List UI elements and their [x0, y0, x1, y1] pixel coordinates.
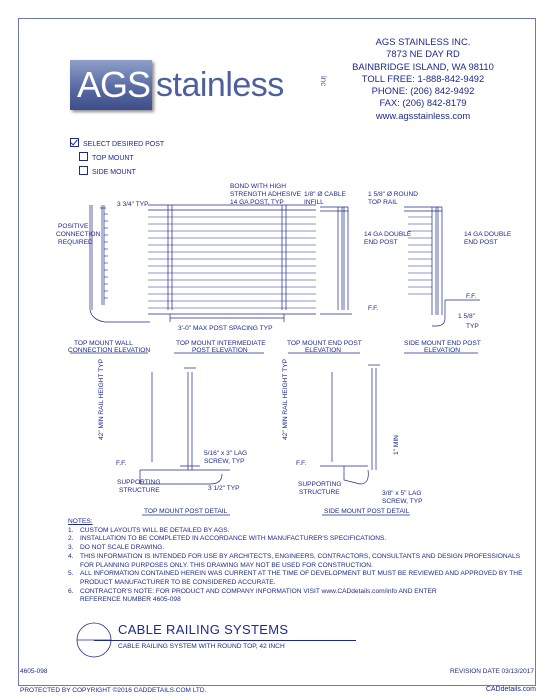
title-main: CABLE RAILING SYSTEMS — [118, 622, 289, 637]
title-circle-icon — [74, 621, 118, 661]
rail-height-label-2: 42" MIN RAIL HEIGHT TYP — [282, 359, 289, 440]
bond-label: BOND WITH HIGH — [230, 183, 287, 190]
revision-date: REVISION DATE 03/13/2017 — [449, 668, 534, 675]
positive-label-3: REQUIRED — [58, 239, 93, 246]
note-item — [68, 544, 528, 553]
wall-connection-elevation — [90, 205, 150, 322]
logo-ags-text: AGS — [77, 64, 151, 105]
note-text: INSTALLATION TO BE COMPLETED IN ACCORDANCE WITH MANUFACTURER'S SPECIFICATIONS. — [80, 535, 387, 543]
positive-label-2: CONNECTION — [56, 231, 101, 238]
note-text: THIS INFORMATION IS INTENDED FOR USE BY ARCHITECTS, ENGINEERS, CONTRACTORS, CONSULTANTS AND DESIGN PROFESSIONALS — [80, 552, 521, 560]
rail-height-label: 42" MIN RAIL HEIGHT TYP — [98, 359, 105, 440]
view-title-3a: TOP MOUNT END POST — [287, 340, 362, 347]
company-fax: FAX: (206) 842-8179 — [379, 97, 467, 109]
view-title-2a: TOP MOUNT INTERMEDIATE — [176, 340, 266, 347]
note-item — [68, 553, 528, 562]
view-title-2b: POST ELEVATION — [192, 347, 248, 354]
copyright-text: PROTECTED BY COPYRIGHT ©2016 CADDETAILS.COM LTD. — [20, 687, 207, 694]
note-item — [68, 596, 528, 605]
note-text: CONTRACTOR'S NOTE: FOR PRODUCT AND COMPANY INFORMATION VISIT www.CADdetails.com/info AND ENTER — [80, 587, 437, 595]
side-mount-post-detail — [320, 365, 380, 484]
typ-312-label: 3 1/2" TYP — [208, 485, 240, 492]
ga-post-label: 14 GA POST, TYP — [230, 199, 284, 206]
logo-inc-text: inc — [319, 76, 328, 87]
bond-label-2: STRENGTH ADHESIVE — [230, 191, 302, 198]
view-title-3b: ELEVATION — [305, 347, 342, 354]
wall-cable-ticks — [104, 214, 108, 298]
title-block — [74, 621, 364, 661]
lag-label-3: 3/8" x 5" LAG — [382, 490, 422, 497]
typ-334-label: 3 3/4" TYP — [117, 201, 149, 208]
view-title-5: TOP MOUNT POST DETAIL — [144, 508, 228, 515]
end-post-elevation — [320, 207, 352, 314]
lag-label-2: SCREW, TYP — [204, 458, 245, 465]
company-city: BAINBRIDGE ISLAND, WA 98110 — [352, 60, 494, 72]
dim-158-label: 1 5/8" — [458, 313, 476, 320]
note-text: CUSTOM LAYOUTS WILL BE DETAILED BY AGS. — [80, 526, 230, 534]
top-mount-label: TOP MOUNT — [92, 155, 134, 162]
note-text: FOR PLANNING PURPOSES ONLY. THIS DRAWING MAY NOT BE USED FOR CONSTRUCTION. — [80, 561, 373, 569]
note-text: PRODUCT MANUFACTURER TO BE CONSIDERED ACCURATE. — [80, 578, 276, 586]
cable-label-1: 1/8" Ø CABLE — [304, 191, 346, 198]
view-title-1a: TOP MOUNT WALL — [74, 340, 133, 347]
note-item — [68, 535, 528, 544]
note-item — [68, 562, 528, 571]
typ-label: TYP — [466, 323, 479, 330]
double-post-r-label-2: END POST — [464, 239, 498, 246]
lag-label-1: 5/16" x 3" LAG — [204, 450, 248, 457]
ff-label-4: F.F. — [466, 293, 477, 300]
note-item — [68, 527, 528, 536]
notes-heading: NOTES: — [68, 518, 93, 525]
note-number: 5. — [68, 570, 74, 578]
double-post-label-2: END POST — [364, 239, 398, 246]
note-number: 1. — [68, 526, 74, 534]
note-number: 2. — [68, 535, 74, 543]
top-mount-post-detail — [140, 368, 230, 484]
support-label-2: STRUCTURE — [119, 487, 160, 494]
caddetails-link[interactable]: CADdetails.com — [485, 686, 536, 693]
note-text: DO NOT SCALE DRAWING. — [80, 544, 165, 552]
lag-label-4: SCREW, TYP — [382, 498, 423, 505]
min-label: 1" MIN — [393, 435, 400, 455]
company-phone: PHONE: (206) 842-9492 — [371, 85, 475, 97]
support-label-4: STRUCTURE — [299, 489, 340, 496]
title-divider — [94, 640, 356, 641]
double-post-label-1: 14 GA DOUBLE — [364, 231, 412, 238]
ff-label-2: F.F. — [296, 460, 307, 467]
view-title-4a: SIDE MOUNT END POST — [404, 340, 481, 347]
round-rail-label-1: 1 5/8" Ø ROUND — [368, 191, 418, 198]
title-sub: CABLE RAILING SYSTEM WITH ROUND TOP, 42 INCH — [118, 643, 285, 650]
note-text: ALL INFORMATION CONTAINED HEREIN WAS CURRENT AT THE TIME OF DEVELOPMENT BUT MUST BE REVIEWED AND APPROVED BY THE — [80, 570, 523, 578]
view-title-4b: ELEVATION — [424, 347, 461, 354]
side-mount-label: SIDE MOUNT — [92, 169, 136, 176]
company-street: 7873 NE DAY RD — [386, 48, 460, 60]
note-number: 3. — [68, 544, 74, 552]
support-label-1: SUPPORTING — [117, 479, 161, 486]
side-mount-end-post-elevation — [404, 207, 480, 326]
intermediate-post-elevation — [148, 205, 316, 322]
note-item — [68, 570, 528, 579]
note-text: REFERENCE NUMBER 4605-098 — [80, 596, 181, 604]
round-rail-label-2: TOP RAIL — [368, 199, 398, 206]
side-cable-lines — [408, 217, 432, 294]
ff-label-1: F.F. — [116, 460, 127, 467]
selector-header-label: SELECT DESIRED POST — [83, 141, 165, 148]
spacing-label: 3'-0" MAX POST SPACING TYP — [178, 325, 273, 332]
cable-infill-lines — [148, 217, 316, 308]
double-post-r-label-1: 14 GA DOUBLE — [464, 231, 512, 238]
cable-label-2: INFILL — [304, 199, 324, 206]
positive-label-1: POSITIVE — [58, 223, 89, 230]
view-title-1b: CONNECTION ELEVATION — [68, 347, 151, 354]
company-toll-free: TOLL FREE: 1-888-842-9492 — [361, 72, 485, 84]
ff-label-3: F.F. — [368, 305, 379, 312]
logo-stainless-text: stainless — [156, 66, 284, 104]
notes-block — [68, 518, 528, 605]
note-item — [68, 579, 528, 588]
company-website-link[interactable]: www.agsstainless.com — [375, 109, 471, 121]
reference-number: 4605-098 — [20, 668, 48, 675]
note-number: 4. — [68, 552, 74, 560]
note-item — [68, 588, 528, 597]
company-name: AGS STAINLESS INC. — [375, 36, 471, 47]
view-title-6: SIDE MOUNT POST DETAIL — [324, 508, 410, 515]
note-number: 6. — [68, 587, 74, 595]
support-label-3: SUPPORTING — [298, 481, 342, 488]
